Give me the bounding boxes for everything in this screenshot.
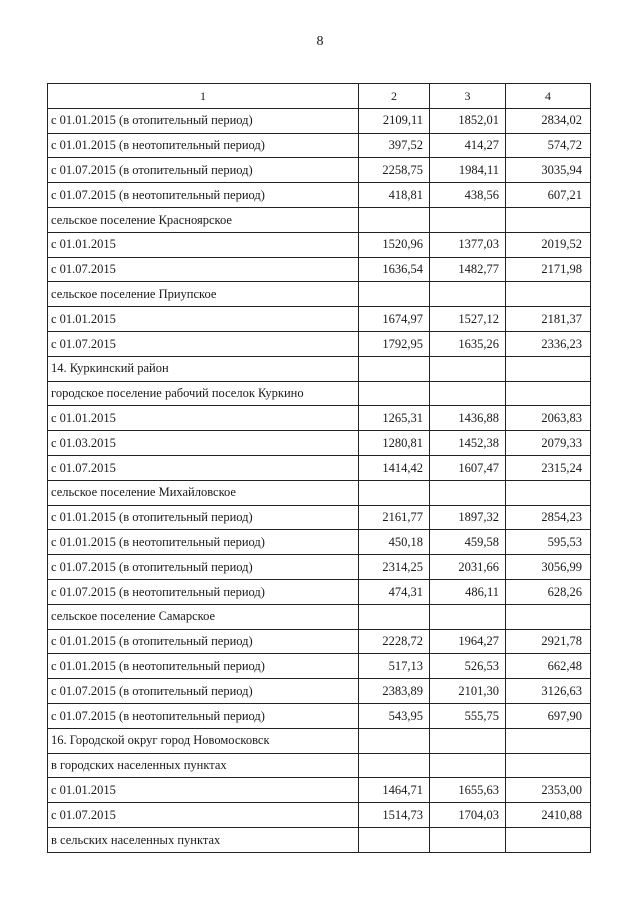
table-row (48, 480, 591, 505)
value-cell-col2: 1514,73 (359, 803, 430, 828)
value-cell-col3: 526,53 (430, 654, 506, 679)
row-label: сельское поселение Самарское (48, 604, 359, 629)
value-cell-col4: 574,72 (506, 133, 591, 158)
table-row (48, 282, 591, 307)
value-cell-col2: 1520,96 (359, 232, 430, 257)
row-label: с 01.07.2015 (в отопительный период) (48, 158, 359, 183)
row-label: с 01.01.2015 (48, 232, 359, 257)
row-label: городское поселение рабочий поселок Куркино (48, 381, 359, 406)
value-cell-col3 (430, 207, 506, 232)
value-cell-col4: 3056,99 (506, 555, 591, 580)
value-cell-col4 (506, 282, 591, 307)
value-cell-col4: 3126,63 (506, 679, 591, 704)
table-row (48, 455, 591, 480)
row-label: сельское поселение Михайловское (48, 480, 359, 505)
value-cell-col2 (359, 753, 430, 778)
table-row (48, 158, 591, 183)
value-cell-col2 (359, 604, 430, 629)
value-cell-col3: 1607,47 (430, 455, 506, 480)
value-cell-col4: 3035,94 (506, 158, 591, 183)
table-row (48, 827, 591, 852)
row-label: сельское поселение Красноярское (48, 207, 359, 232)
value-cell-col2 (359, 207, 430, 232)
value-cell-col3: 459,58 (430, 530, 506, 555)
column-header-1: 1 (48, 84, 359, 109)
value-cell-col3 (430, 827, 506, 852)
value-cell-col4: 2353,00 (506, 778, 591, 803)
table-row (48, 604, 591, 629)
value-cell-col4 (506, 728, 591, 753)
value-cell-col3: 2101,30 (430, 679, 506, 704)
value-cell-col3: 1655,63 (430, 778, 506, 803)
value-cell-col4 (506, 356, 591, 381)
table-row (48, 406, 591, 431)
value-cell-col2: 1414,42 (359, 455, 430, 480)
table-row (48, 703, 591, 728)
table-row (48, 257, 591, 282)
value-cell-col3: 1852,01 (430, 108, 506, 133)
table-row (48, 183, 591, 208)
value-cell-col4 (506, 604, 591, 629)
value-cell-col2: 2383,89 (359, 679, 430, 704)
table-row (48, 753, 591, 778)
row-label: с 01.07.2015 (в неотопительный период) (48, 579, 359, 604)
value-cell-col3 (430, 480, 506, 505)
value-cell-col3 (430, 604, 506, 629)
value-cell-col2 (359, 356, 430, 381)
value-cell-col2: 474,31 (359, 579, 430, 604)
value-cell-col3: 1436,88 (430, 406, 506, 431)
value-cell-col4: 595,53 (506, 530, 591, 555)
value-cell-col3: 1635,26 (430, 331, 506, 356)
row-label: с 01.07.2015 (48, 455, 359, 480)
value-cell-col2 (359, 728, 430, 753)
table-row (48, 629, 591, 654)
value-cell-col2: 1674,97 (359, 307, 430, 332)
value-cell-col2 (359, 827, 430, 852)
value-cell-col3: 1452,38 (430, 431, 506, 456)
row-label: в городских населенных пунктах (48, 753, 359, 778)
value-cell-col4: 662,48 (506, 654, 591, 679)
value-cell-col2: 1265,31 (359, 406, 430, 431)
row-label: с 01.01.2015 (в неотопительный период) (48, 133, 359, 158)
value-cell-col2: 543,95 (359, 703, 430, 728)
value-cell-col4: 2171,98 (506, 257, 591, 282)
value-cell-col2: 517,13 (359, 654, 430, 679)
table-row (48, 555, 591, 580)
table-row (48, 133, 591, 158)
value-cell-col2: 418,81 (359, 183, 430, 208)
value-cell-col2: 2258,75 (359, 158, 430, 183)
value-cell-col4: 628,26 (506, 579, 591, 604)
value-cell-col3: 2031,66 (430, 555, 506, 580)
row-label: сельское поселение Приупское (48, 282, 359, 307)
table-row (48, 207, 591, 232)
row-label: с 01.01.2015 (48, 406, 359, 431)
value-cell-col2: 1636,54 (359, 257, 430, 282)
row-label: с 01.07.2015 (в неотопительный период) (48, 183, 359, 208)
table-row (48, 381, 591, 406)
row-label: с 01.01.2015 (в отопительный период) (48, 108, 359, 133)
value-cell-col3: 486,11 (430, 579, 506, 604)
value-cell-col4: 697,90 (506, 703, 591, 728)
table-body (48, 108, 591, 852)
row-label: 16. Городской округ город Новомосковск (48, 728, 359, 753)
value-cell-col3: 1704,03 (430, 803, 506, 828)
row-label: с 01.07.2015 (48, 803, 359, 828)
table-row (48, 307, 591, 332)
table-row (48, 530, 591, 555)
page-number: 8 (316, 34, 324, 49)
table-row (48, 679, 591, 704)
table-row (48, 331, 591, 356)
value-cell-col2: 2109,11 (359, 108, 430, 133)
value-cell-col4 (506, 207, 591, 232)
value-cell-col4: 2854,23 (506, 505, 591, 530)
row-label: с 01.07.2015 (48, 257, 359, 282)
value-cell-col4 (506, 480, 591, 505)
row-label: с 01.07.2015 (48, 331, 359, 356)
row-label: 14. Куркинский район (48, 356, 359, 381)
value-cell-col3: 1984,11 (430, 158, 506, 183)
value-cell-col3: 1377,03 (430, 232, 506, 257)
tariff-table (47, 83, 591, 853)
value-cell-col3: 1897,32 (430, 505, 506, 530)
value-cell-col4: 2410,88 (506, 803, 591, 828)
row-label: с 01.01.2015 (в неотопительный период) (48, 530, 359, 555)
value-cell-col3: 1964,27 (430, 629, 506, 654)
value-cell-col2: 1464,71 (359, 778, 430, 803)
value-cell-col4: 2336,23 (506, 331, 591, 356)
column-header-2: 2 (359, 84, 430, 109)
value-cell-col2: 1280,81 (359, 431, 430, 456)
row-label: с 01.07.2015 (в неотопительный период) (48, 703, 359, 728)
row-label: с 01.01.2015 (в отопительный период) (48, 629, 359, 654)
row-label: с 01.01.2015 (48, 778, 359, 803)
value-cell-col4 (506, 381, 591, 406)
value-cell-col4 (506, 827, 591, 852)
row-label: с 01.01.2015 (в неотопительный период) (48, 654, 359, 679)
value-cell-col3: 414,27 (430, 133, 506, 158)
value-cell-col3 (430, 381, 506, 406)
value-cell-col3: 1482,77 (430, 257, 506, 282)
table-row (48, 108, 591, 133)
value-cell-col3 (430, 356, 506, 381)
value-cell-col4: 607,21 (506, 183, 591, 208)
value-cell-col4: 2315,24 (506, 455, 591, 480)
value-cell-col2: 2161,77 (359, 505, 430, 530)
value-cell-col4: 2181,37 (506, 307, 591, 332)
value-cell-col4: 2834,02 (506, 108, 591, 133)
value-cell-col2: 2314,25 (359, 555, 430, 580)
table-row (48, 356, 591, 381)
value-cell-col3 (430, 753, 506, 778)
row-label: с 01.01.2015 (48, 307, 359, 332)
column-header-4: 4 (506, 84, 591, 109)
table-header-row (48, 84, 591, 109)
value-cell-col4 (506, 753, 591, 778)
table-row (48, 778, 591, 803)
row-label: с 01.07.2015 (в отопительный период) (48, 679, 359, 704)
value-cell-col3 (430, 728, 506, 753)
value-cell-col3: 438,56 (430, 183, 506, 208)
row-label: в сельских населенных пунктах (48, 827, 359, 852)
value-cell-col4: 2079,33 (506, 431, 591, 456)
value-cell-col2: 450,18 (359, 530, 430, 555)
value-cell-col2: 397,52 (359, 133, 430, 158)
value-cell-col4: 2019,52 (506, 232, 591, 257)
value-cell-col3: 555,75 (430, 703, 506, 728)
value-cell-col2 (359, 381, 430, 406)
value-cell-col2 (359, 480, 430, 505)
table-row (48, 728, 591, 753)
value-cell-col2: 2228,72 (359, 629, 430, 654)
value-cell-col3 (430, 282, 506, 307)
value-cell-col2 (359, 282, 430, 307)
row-label: с 01.07.2015 (в отопительный период) (48, 555, 359, 580)
value-cell-col4: 2921,78 (506, 629, 591, 654)
row-label: с 01.01.2015 (в отопительный период) (48, 505, 359, 530)
table-row (48, 505, 591, 530)
row-label: с 01.03.2015 (48, 431, 359, 456)
value-cell-col3: 1527,12 (430, 307, 506, 332)
table-row (48, 803, 591, 828)
table-row (48, 232, 591, 257)
value-cell-col4: 2063,83 (506, 406, 591, 431)
table-row (48, 654, 591, 679)
value-cell-col2: 1792,95 (359, 331, 430, 356)
column-header-3: 3 (430, 84, 506, 109)
table-row (48, 579, 591, 604)
table-row (48, 431, 591, 456)
